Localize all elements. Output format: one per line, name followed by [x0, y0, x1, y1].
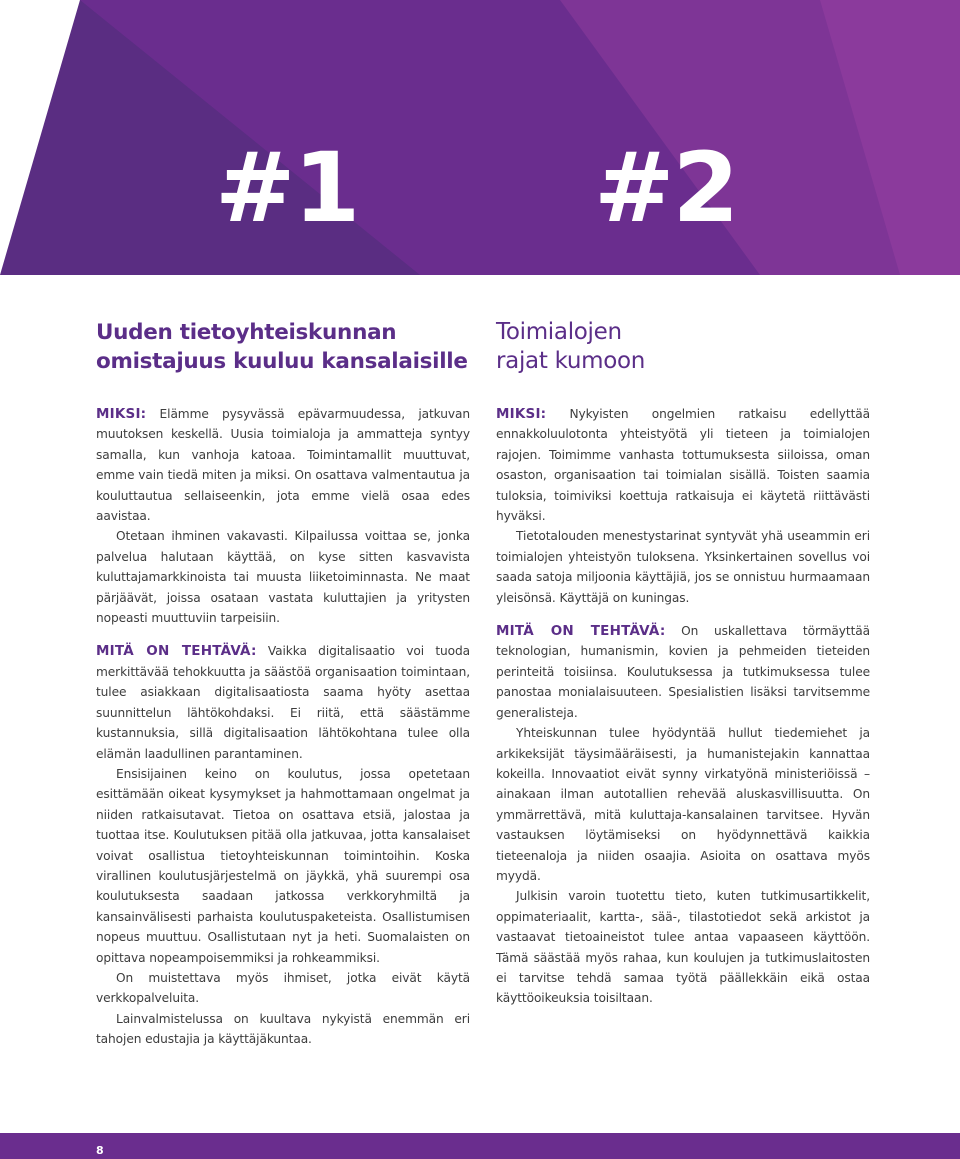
col1-paragraph-2: Otetaan ihminen vakavasti. Kilpailussa voittaa se, jonka palvelua halutaan käyttää, on kyse sitten kasvavista kuluttajamarkkinoista tai muusta liiketoiminnasta. Ne maat pärjäävät, joissa osataan vastata kuluttajien ja yritysten nopeasti muuttuviin tarpeisiin. — [96, 529, 470, 626]
col1-tehtava-label: MITÄ ON TEHTÄVÄ: — [96, 643, 257, 660]
section-number-1: #1 — [215, 132, 359, 244]
col2-heading-line1: Toimialojen — [496, 319, 622, 345]
col2-tehtava-label: MITÄ ON TEHTÄVÄ: — [496, 623, 666, 640]
col2-tehtava-paragraph — [496, 621, 870, 723]
banner-shapes — [0, 0, 960, 275]
col2-paragraph-2: Tietotalouden menestystarinat syntyvät yhä useammin eri toimialojen yhteistyön tuloksena. Yksinkertainen sovellus voi saada satoja miljoonia käyttäjiä, jos se onnistuu hurmaamaan yleisönsä. Käyttäjä on kuningas. — [496, 529, 870, 605]
footer-bar — [0, 1133, 960, 1159]
col2-miksi-text: Nykyisten ongelmien ratkaisu edellyttää ennakkoluulotonta yhteistyötä yli tieteen ja toimialojen rajojen. Toimimme vanhasta tottumuksesta siiloissa, oman osaston, organisaation tai toimialan sisällä. Toisten saamia tuloksia, toimiviksi koettuja ratkaisuja ei käytetä riittävästi hyväksi. — [496, 407, 870, 524]
col1-tehtava-paragraph — [96, 641, 470, 763]
col1-paragraph-5: On muistettava myös ihmiset, jotka eivät käytä verkkopalveluita. — [96, 970, 470, 1006]
col1-paragraph-6: Lainvalmistelussa on kuultava nykyistä enemmän eri tahojen edustajia ja käyttäjäkuntaa. — [96, 1011, 470, 1047]
col2-paragraph-4: Yhteiskunnan tulee hyödyntää hullut tiedemiehet ja arkikeksijät täysimääräisesti, ja humanistejakin kannattaa kokeilla. Innovaatiot eivät synny virkatyönä ministeriöissä – ainakaan ilman autotallien rehevää aluskasvillisuutta. On ymmärrettävä, mitä kuluttaja-kansalainen tarvitsee. Hyvän vastauksen löytämiseksi on hyödynnettävä kaikkia tieteenaloja ja niiden osaajia. Asioita on osattava myös myydä. — [496, 726, 870, 883]
column-2 — [496, 318, 870, 1009]
col1-tehtava-text: Vaikka digitalisaatio voi tuoda merkittävää tehokkuutta ja säästöä organisaation toimintaan, tulee asiakkaan digitalisaatiosta saama hyöty asettaa suunnittelun lähtökohdaksi. Ei riitä, että säästämme kustannuksia, sillä digitalisaation lähtökohtana tulee olla elämän laadullinen parantaminen. — [96, 644, 470, 761]
col1-miksi-label: MIKSI: — [96, 406, 147, 422]
col2-tehtava-text: On uskallettava törmäyttää teknologian, humanismin, kovien ja pehmeiden tieteiden perinteitä toisiinsa. Koulutuksessa ja tutkimuksessa tulee panostaa monialaisuuteen. Spesialistien lisäksi tarvitsemme generalisteja. — [496, 624, 870, 720]
col2-miksi-label: MIKSI: — [496, 406, 547, 422]
col1-paragraph-4: Ensisijainen keino on koulutus, jossa opetetaan esittämään oikeat kysymykset ja hahmottamaan ongelmat ja niiden ratkaisutavat. Tietoa on osattava etsiä, jalostaa ja tuottaa itse. Koulutuksen pitää olla jatkuvaa, jotta kansalaiset voivat osallistua tietoyhteiskunnan toimintoihin. Koska virallinen koulutusjärjestelmä on jäykkä, yhä suurempi osa koulutuksesta saadaan jatkossa verkkoryhmiltä ja kansainvälisesti parhaista koulutuspaketeista. Osallistumisen nopeus muuttuu. Osallistutaan nyt ja heti. Suomalaisten on opittava nopeampoisemmiksi ja rohkeammiksi. — [96, 766, 470, 965]
header-banner — [0, 0, 960, 275]
col1-heading — [96, 318, 470, 404]
col1-miksi-paragraph — [96, 404, 470, 526]
col1-heading-line1: Uuden tietoyhteiskunnan — [96, 320, 397, 345]
col2-heading-line2: rajat kumoon — [496, 348, 646, 374]
column-1 — [96, 318, 470, 1050]
section-number-2: #2 — [594, 132, 738, 244]
col2-heading — [496, 318, 870, 404]
col2-miksi-paragraph — [496, 404, 870, 526]
col1-miksi-text: Elämme pysyvässä epävarmuudessa, jatkuvan muutoksen keskellä. Uusia toimialoja ja ammatteja syntyy samalla, kun vanhoja katoaa. Toimintamallit muuttuvat, emme vain tiedä miten ja miksi. On osattava valmentautua ja kouluttautua sellaiseenkin, jota emme vielä osaa edes aavistaa. — [96, 407, 470, 524]
col1-heading-line2: omistajuus kuuluu kansalaisille — [96, 349, 468, 374]
page-number: 8 — [96, 1144, 104, 1157]
col2-paragraph-5: Julkisin varoin tuotettu tieto, kuten tutkimusartikkelit, oppimateriaalit, kartta-, sää-, tilastotiedot sekä arkistot ja vastaavat tietoaineistot tulee antaa vapaaseen käyttöön. Tämä säästää myös rahaa, kun koulujen ja tutkimuslaitosten ei tarvitse tehdä samaa työtä päällekkäin eikä ostaa käyttöoikeuksia toisiltaan. — [496, 889, 870, 1006]
